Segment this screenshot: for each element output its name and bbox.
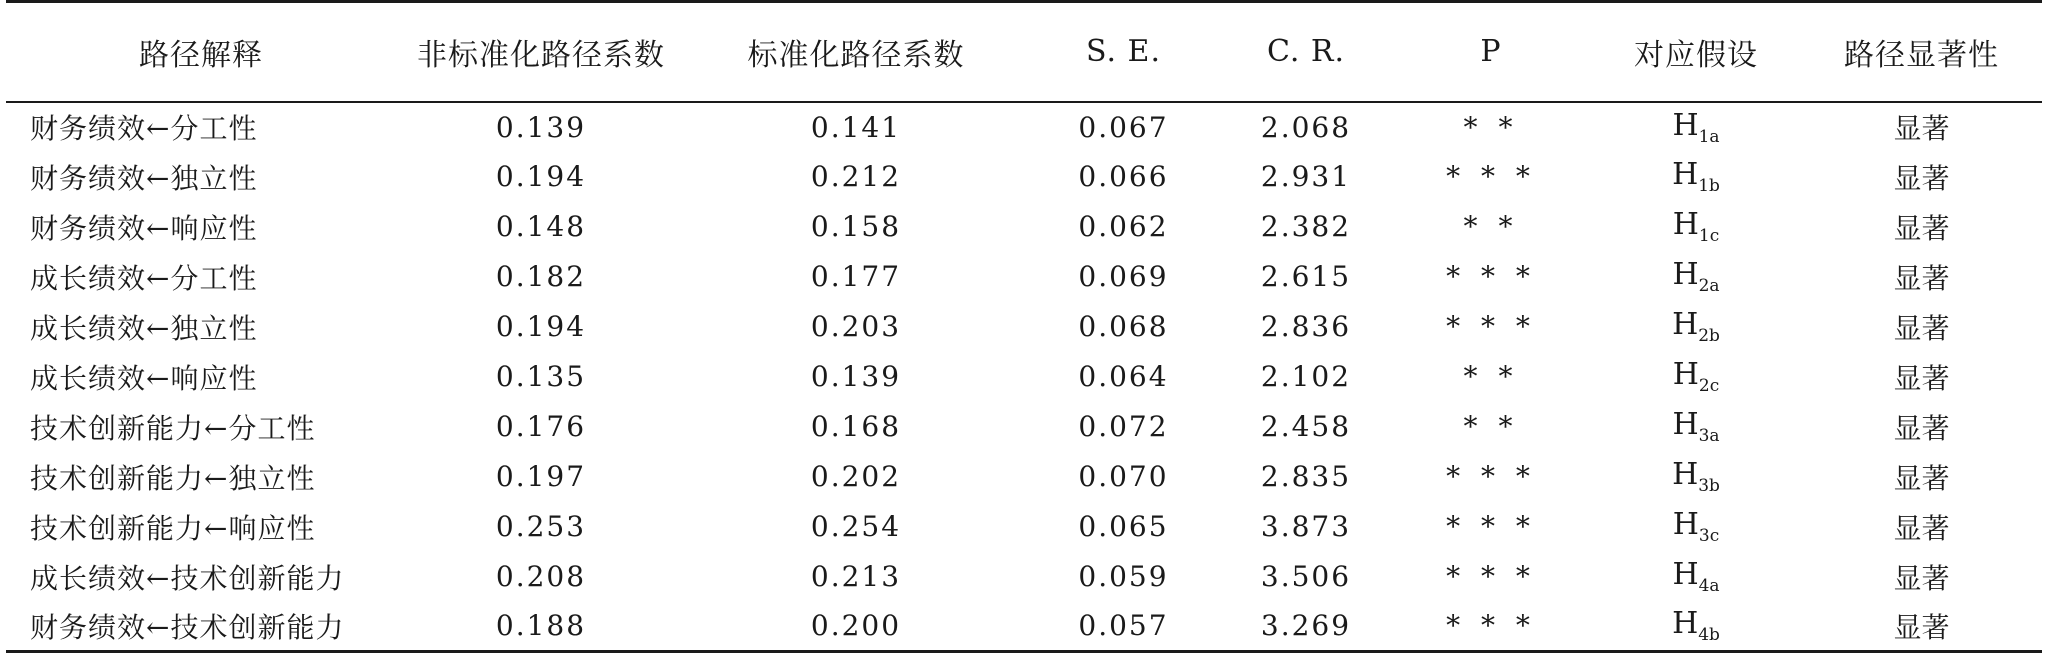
significance-cell: 显著 [1893, 461, 1950, 495]
unstandardized-coefficient-cell: 0.194 [495, 310, 587, 343]
hypothesis-cell [1591, 102, 1801, 152]
significance-cell: 显著 [1893, 361, 1950, 395]
p-value-cell: * * * [1446, 560, 1536, 593]
hypothesis-cell [1591, 252, 1801, 302]
cr-cell: 2.068 [1260, 110, 1352, 144]
table-row [6, 302, 2042, 352]
standardized-coefficient-cell: 0.158 [810, 210, 902, 243]
standardized-coefficient-cell: 0.254 [810, 510, 902, 543]
significance-cell: 显著 [1893, 261, 1950, 295]
table-row [6, 552, 2042, 602]
header-p: P [1391, 2, 1591, 102]
path-cell: 技术创新能力←独立性 [30, 461, 316, 495]
standardized-coefficient-cell: 0.202 [810, 460, 902, 493]
significance-cell: 显著 [1893, 211, 1950, 245]
cr-cell: 2.836 [1260, 310, 1352, 343]
p-value-cell: * * [1463, 360, 1519, 393]
header-significance: 路径显著性 [1801, 2, 2042, 102]
p-value-cell: * * [1463, 410, 1519, 443]
se-cell: 0.066 [1078, 160, 1169, 193]
p-value-cell: * * [1463, 210, 1519, 243]
header-cr: C. R. [1221, 2, 1391, 102]
path-coefficient-table-container [6, 0, 2042, 653]
unstandardized-coefficient-cell: 0.188 [396, 602, 686, 652]
hypothesis-subscript: 1a [1698, 126, 1720, 147]
p-value-cell: * * * [1446, 460, 1536, 493]
unstandardized-coefficient-cell: 0.194 [495, 160, 587, 193]
standardized-coefficient-cell: 0.141 [810, 110, 902, 144]
table-row [6, 102, 2042, 152]
path-cell: 财务绩效←独立性 [30, 161, 258, 195]
hypothesis-letter: H [1672, 307, 1699, 342]
table-row [6, 152, 2042, 202]
hypothesis-letter: H [1672, 407, 1699, 442]
header-path: 路径解释 [6, 2, 396, 102]
path-cell: 成长绩效←独立性 [30, 311, 258, 345]
table-row [6, 602, 2042, 652]
se-cell: 0.070 [1078, 460, 1169, 493]
unstandardized-coefficient-cell: 0.182 [495, 260, 587, 293]
hypothesis-subscript: 1b [1698, 176, 1720, 196]
cr-cell: 2.615 [1260, 260, 1352, 293]
hypothesis-subscript: 2c [1698, 376, 1720, 396]
cr-cell: 3.873 [1260, 510, 1352, 543]
path-cell: 成长绩效←响应性 [30, 361, 258, 395]
hypothesis-cell [1591, 552, 1801, 602]
cr-cell: 2.102 [1260, 360, 1352, 393]
hypothesis-subscript: 4b [1698, 625, 1720, 646]
standardized-coefficient-cell: 0.177 [810, 260, 902, 293]
hypothesis-cell [1591, 202, 1801, 252]
hypothesis-cell [1591, 152, 1801, 202]
p-value-cell: * * * [1446, 310, 1536, 343]
se-cell: 0.064 [1078, 360, 1169, 393]
path-coefficient-table [6, 0, 2042, 653]
se-cell: 0.065 [1078, 510, 1169, 543]
table-row [6, 502, 2042, 552]
unstandardized-coefficient-cell: 0.176 [495, 410, 587, 443]
se-cell: 0.059 [1078, 560, 1169, 593]
path-cell: 技术创新能力←分工性 [30, 411, 316, 445]
hypothesis-subscript: 3a [1698, 426, 1720, 446]
hypothesis-letter: H [1672, 107, 1699, 143]
hypothesis-letter: H [1672, 157, 1699, 192]
unstandardized-coefficient-cell: 0.253 [495, 510, 587, 543]
path-cell: 技术创新能力←响应性 [30, 511, 316, 545]
table-row [6, 352, 2042, 402]
hypothesis-cell [1591, 352, 1801, 402]
p-value-cell: * * [1463, 110, 1519, 144]
table-row [6, 402, 2042, 452]
standardized-coefficient-cell: 0.200 [686, 602, 1026, 652]
cr-cell: 2.931 [1260, 160, 1352, 193]
se-cell: 0.068 [1078, 310, 1169, 343]
significance-cell: 显著 [1893, 511, 1950, 545]
unstandardized-coefficient-cell: 0.197 [495, 460, 587, 493]
header-row [6, 2, 2042, 102]
table-row [6, 202, 2042, 252]
hypothesis-letter: H [1672, 357, 1699, 392]
hypothesis-cell [1591, 602, 1801, 652]
hypothesis-subscript: 1c [1698, 226, 1720, 246]
path-cell: 财务绩效←分工性 [30, 112, 258, 145]
cr-cell: 2.458 [1260, 410, 1352, 443]
hypothesis-letter: H [1672, 606, 1699, 642]
p-value-cell: * * * [1446, 160, 1536, 193]
cr-cell: 2.382 [1260, 210, 1352, 243]
hypothesis-letter: H [1672, 457, 1699, 492]
standardized-coefficient-cell: 0.212 [810, 160, 902, 193]
se-cell: 0.072 [1078, 410, 1169, 443]
unstandardized-coefficient-cell: 0.208 [495, 560, 587, 593]
hypothesis-cell [1591, 402, 1801, 452]
header-standardized: 标准化路径系数 [686, 2, 1026, 102]
significance-cell: 显著 [1893, 161, 1950, 195]
significance-cell: 显著 [1893, 311, 1950, 345]
standardized-coefficient-cell: 0.213 [810, 560, 902, 593]
standardized-coefficient-cell: 0.139 [810, 360, 902, 393]
significance-cell: 显著 [1893, 411, 1950, 445]
standardized-coefficient-cell: 0.203 [810, 310, 902, 343]
path-cell: 财务绩效←响应性 [30, 211, 258, 245]
table-row [6, 452, 2042, 502]
hypothesis-cell [1591, 452, 1801, 502]
se-cell: 0.062 [1078, 210, 1169, 243]
hypothesis-subscript: 3b [1698, 476, 1720, 496]
header-unstandardized: 非标准化路径系数 [396, 2, 686, 102]
table-row [6, 252, 2042, 302]
hypothesis-cell [1591, 502, 1801, 552]
significance-cell: 显著 [1801, 602, 2042, 652]
standardized-coefficient-cell: 0.168 [810, 410, 902, 443]
hypothesis-letter: H [1672, 257, 1699, 292]
hypothesis-subscript: 2b [1698, 326, 1720, 346]
cr-cell: 2.835 [1260, 460, 1352, 493]
hypothesis-subscript: 3c [1698, 526, 1720, 546]
hypothesis-letter: H [1672, 207, 1699, 242]
header-hypothesis: 对应假设 [1591, 2, 1801, 102]
p-value-cell: * * * [1391, 602, 1591, 652]
se-cell: 0.069 [1078, 260, 1169, 293]
hypothesis-cell [1591, 302, 1801, 352]
significance-cell: 显著 [1893, 112, 1950, 145]
se-cell: 0.067 [1078, 110, 1169, 144]
hypothesis-subscript: 4a [1698, 576, 1720, 596]
significance-cell: 显著 [1893, 561, 1950, 595]
cr-cell: 3.506 [1260, 560, 1352, 593]
hypothesis-letter: H [1672, 507, 1699, 542]
path-cell: 财务绩效←技术创新能力 [6, 602, 396, 652]
p-value-cell: * * * [1446, 260, 1536, 293]
header-se: S. E. [1026, 2, 1221, 102]
path-cell: 成长绩效←分工性 [30, 261, 258, 295]
unstandardized-coefficient-cell: 0.139 [495, 110, 587, 144]
hypothesis-letter: H [1672, 557, 1699, 592]
cr-cell: 3.269 [1221, 602, 1391, 652]
hypothesis-subscript: 2a [1698, 276, 1720, 296]
unstandardized-coefficient-cell: 0.135 [495, 360, 587, 393]
se-cell: 0.057 [1026, 602, 1221, 652]
path-cell: 成长绩效←技术创新能力 [30, 561, 345, 595]
p-value-cell: * * * [1446, 510, 1536, 543]
unstandardized-coefficient-cell: 0.148 [495, 210, 587, 243]
